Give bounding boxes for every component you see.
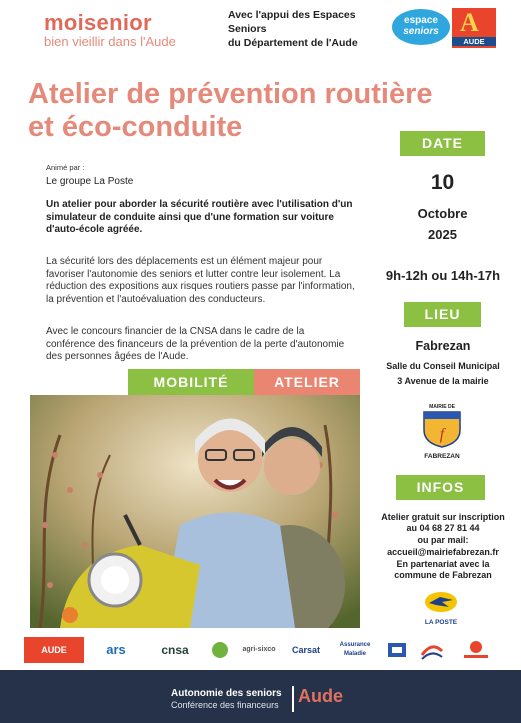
infos-line-1: Atelier gratuit sur inscription [381, 512, 505, 522]
infos-email: accueil@mairiefabrezan.fr [387, 547, 499, 557]
svg-text:f: f [439, 426, 445, 443]
title-line-2: et éco-conduite [28, 111, 243, 143]
date-month: Octobre [417, 206, 468, 221]
support-text [228, 8, 393, 50]
footer-separator [292, 686, 294, 712]
date-day: 10 [430, 171, 455, 194]
date-hours: 9h-12h ou 14h-17h [385, 268, 501, 283]
partner-agri-logo: agri-sixco [242, 646, 276, 653]
title-line-1: Atelier de prévention routière [28, 78, 433, 110]
crest-name: FABREZAN [424, 453, 460, 460]
intro-paragraph: Un atelier pour aborder la sécurité routière avec l'utilisation d'un simulateur de conduite ainsi que d'une formation sur voiture d'auto-école agréée. [46, 199, 353, 235]
atelier-banner: ATELIER [254, 369, 360, 395]
laposte-bird-icon [418, 590, 464, 614]
infos-line-5: En partenariat avec la [396, 559, 490, 569]
partner-aude-logo: AUDE [24, 637, 84, 663]
espace-logo-line2: seniors [403, 26, 439, 37]
funding-paragraph: Avec le concours financier de la CNSA dans le cadre de la conférence des financeurs de la prévention de la perte d'autonomie des personnes âgées de l'Aude. [46, 326, 345, 362]
brand-tagline: bien vieillir dans l'Aude [44, 34, 176, 49]
partner-circle-logo [210, 637, 230, 663]
photo-illustration [30, 395, 360, 628]
security-paragraph: La sécurité lors des déplacements est un élément majeur pour favoriser l'autonomie des seniors et lutter contre leur isolement. La réduction des expositions aux risques routiers passe par l'information, la prévention et l'autoévaluation des conducteurs. [46, 256, 355, 305]
crest-top-text: MAIRIE DE [429, 404, 455, 410]
lieu-address: 3 Avenue de la mairie [397, 376, 489, 386]
infos-label: INFOS [396, 475, 485, 500]
footer-aude: Aude [298, 686, 343, 706]
brand-moisenior: moisenior [44, 10, 152, 35]
partner-red-logo [456, 637, 496, 663]
partner-box-logo [384, 637, 410, 663]
partner-carsat-logo: Carsat [291, 645, 320, 655]
anime-par-label: Animé par : [46, 163, 85, 172]
espace-logo-line1: espace [404, 15, 438, 26]
mobilite-banner: MOBILITÉ [128, 369, 254, 395]
footer-line-2: Conférence des financeurs [171, 700, 279, 710]
support-line-1: Avec l'appui des Espaces Seniors [228, 9, 356, 35]
aude-logo-mark: A [460, 8, 479, 37]
support-line-2: du Département de l'Aude [228, 37, 358, 49]
partner-box-icon [384, 637, 410, 663]
aude-department-logo [452, 8, 496, 48]
espace-seniors-logo [392, 9, 450, 45]
infos-line-3: ou par mail: [417, 535, 469, 545]
organizer-name: Le groupe La Poste [46, 176, 134, 187]
partner-assurance-logo: Assurance Maladie [339, 642, 371, 657]
laposte-logo [418, 590, 464, 626]
date-label: DATE [400, 131, 485, 156]
footer-line-1: Autonomie des seniors [171, 688, 282, 699]
partner-red-icon [456, 637, 496, 663]
infos-line-6: commune de Fabrezan [394, 570, 492, 580]
partner-swirl-logo [418, 637, 446, 663]
infos-phone: au 04 68 27 81 44 [406, 523, 480, 533]
fabrezan-crest [420, 404, 464, 460]
lieu-venue: Salle du Conseil Municipal [386, 361, 500, 371]
partner-circle-icon [210, 637, 230, 663]
aude-logo-text: AUDE [452, 37, 496, 46]
lieu-label: LIEU [404, 302, 481, 327]
seniors-scooter-photo [30, 395, 360, 628]
partner-cnsa-logo: cnsa [161, 643, 189, 657]
partner-swirl-icon [418, 637, 446, 663]
crest-shield-icon [420, 410, 464, 448]
partners-logos [20, 637, 501, 663]
lieu-town: Fabrezan [415, 339, 471, 353]
laposte-text: LA POSTE [424, 619, 458, 626]
page-title [28, 78, 433, 144]
partner-ars-logo: ars [106, 642, 126, 657]
date-year: 2025 [428, 227, 457, 242]
